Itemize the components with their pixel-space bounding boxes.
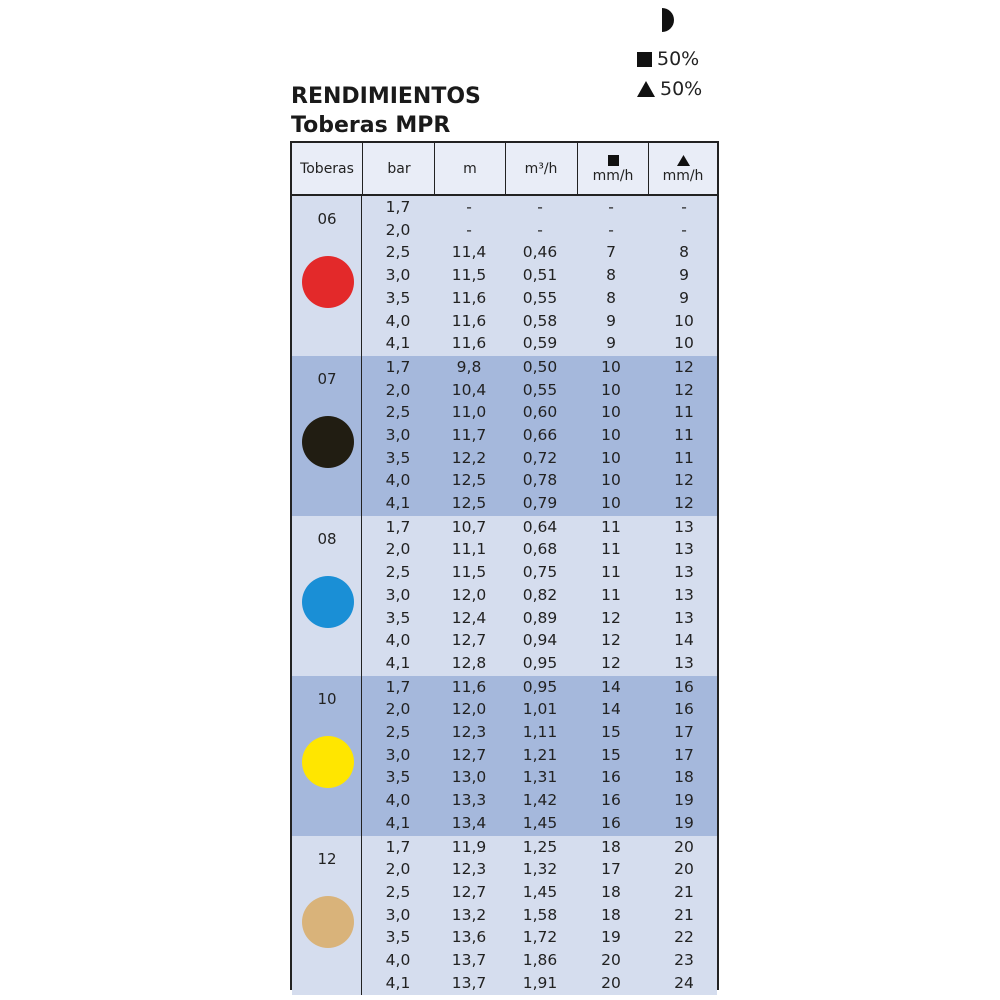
table-row bbox=[362, 812, 717, 835]
table-cell: 18 bbox=[601, 837, 621, 856]
header-m3h-label: m³/h bbox=[524, 160, 558, 177]
table-cell: 11,5 bbox=[451, 266, 487, 285]
legend-triangle-label: 50% bbox=[660, 78, 703, 100]
tobera-group bbox=[292, 676, 717, 836]
table-cell: 10 bbox=[601, 425, 621, 444]
table-cell: 3,5 bbox=[385, 928, 411, 947]
table-cell: 12,2 bbox=[451, 448, 487, 467]
table-cell: 10,7 bbox=[451, 517, 487, 536]
table-cell: 1,58 bbox=[522, 905, 558, 924]
tobera-number: 12 bbox=[317, 849, 337, 868]
table-cell: - bbox=[608, 220, 614, 239]
table-cell: 1,86 bbox=[522, 951, 558, 970]
header-m3h bbox=[505, 143, 577, 194]
table-cell: 3,0 bbox=[385, 745, 411, 764]
table-cell: 15 bbox=[601, 723, 621, 742]
table-cell: 19 bbox=[601, 928, 621, 947]
table-row bbox=[362, 561, 717, 584]
table-cell: 0,95 bbox=[522, 677, 558, 696]
table-row bbox=[362, 196, 717, 219]
table-cell: 11,9 bbox=[451, 837, 487, 856]
header-divider bbox=[505, 143, 506, 194]
table-cell: 0,64 bbox=[522, 517, 558, 536]
table-cell: 2,5 bbox=[385, 243, 411, 262]
header-divider bbox=[362, 143, 363, 194]
table-row bbox=[362, 972, 717, 995]
table-row bbox=[362, 264, 717, 287]
table-cell: 4,0 bbox=[385, 951, 411, 970]
table-row bbox=[362, 881, 717, 904]
nozzle-color-dot bbox=[302, 416, 354, 468]
table-cell: 1,25 bbox=[522, 837, 558, 856]
table-row bbox=[362, 789, 717, 812]
table-row bbox=[362, 401, 717, 424]
table-cell: 13,2 bbox=[451, 905, 487, 924]
table-cell: 14 bbox=[601, 700, 621, 719]
table-cell: 1,7 bbox=[385, 837, 411, 856]
table-cell: 8 bbox=[606, 266, 616, 285]
table-cell: 12 bbox=[674, 494, 694, 513]
tobera-cell bbox=[292, 516, 362, 676]
table-cell: 2,0 bbox=[385, 220, 411, 239]
table-cell: 9 bbox=[606, 311, 616, 330]
title-line-1: RENDIMIENTOS bbox=[291, 84, 481, 109]
table-cell: 16 bbox=[601, 791, 621, 810]
tobera-cell bbox=[292, 196, 362, 356]
header-triangle-unit: mm/h bbox=[662, 168, 704, 184]
table-cell: 11 bbox=[601, 585, 621, 604]
table-cell: 12 bbox=[601, 631, 621, 650]
page-title bbox=[291, 82, 481, 140]
table-cell: 9,8 bbox=[456, 357, 482, 376]
table-cell: 11,5 bbox=[451, 563, 487, 582]
tobera-group bbox=[292, 836, 717, 996]
table-cell: 2,5 bbox=[385, 723, 411, 742]
table-cell: 1,7 bbox=[385, 198, 411, 216]
tobera-cell bbox=[292, 836, 362, 996]
table-cell: 12,7 bbox=[451, 631, 487, 650]
table-cell: 18 bbox=[601, 882, 621, 901]
table-cell: 13,6 bbox=[451, 928, 487, 947]
table-cell: 13 bbox=[674, 653, 694, 672]
table-row bbox=[362, 469, 717, 492]
table-cell: 12,0 bbox=[451, 585, 487, 604]
table-cell: 4,1 bbox=[385, 973, 411, 992]
table-row bbox=[362, 676, 717, 699]
table-cell: 4,1 bbox=[385, 653, 411, 672]
table-cell: 10 bbox=[601, 471, 621, 490]
table-cell: 12 bbox=[674, 380, 694, 399]
header-bar-label: bar bbox=[387, 160, 411, 177]
table-cell: 2,0 bbox=[385, 540, 411, 559]
table-cell: 18 bbox=[674, 768, 694, 787]
table-cell: 1,7 bbox=[385, 517, 411, 536]
table-cell: 2,5 bbox=[385, 403, 411, 422]
table-row bbox=[362, 858, 717, 881]
table-row bbox=[362, 721, 717, 744]
table-cell: 15 bbox=[601, 745, 621, 764]
tobera-number: 10 bbox=[317, 689, 337, 708]
table-cell: 16 bbox=[601, 768, 621, 787]
table-cell: 4,0 bbox=[385, 311, 411, 330]
table-cell: 0,55 bbox=[522, 288, 558, 307]
table-cell: - bbox=[608, 198, 614, 216]
table-row bbox=[362, 629, 717, 652]
table-cell: 11,7 bbox=[451, 425, 487, 444]
table-row bbox=[362, 310, 717, 333]
table-cell: 11 bbox=[674, 425, 694, 444]
header-toberas-label: Toberas bbox=[300, 160, 354, 177]
table-row bbox=[362, 538, 717, 561]
legend-triangle-row bbox=[636, 76, 702, 102]
table-cell: 3,5 bbox=[385, 608, 411, 627]
table-cell: 20 bbox=[601, 973, 621, 992]
table-cell: 1,45 bbox=[522, 882, 558, 901]
table-cell: 1,21 bbox=[522, 745, 558, 764]
table-cell: 1,7 bbox=[385, 677, 411, 696]
table-cell: 0,59 bbox=[522, 334, 558, 353]
table-cell: 22 bbox=[674, 928, 694, 947]
table-cell: 18 bbox=[601, 905, 621, 924]
table-cell: 13,4 bbox=[451, 813, 487, 832]
header-square bbox=[578, 143, 648, 194]
table-cell: 13,7 bbox=[451, 951, 487, 970]
table-cell: 0,82 bbox=[522, 585, 558, 604]
table-cell: 12 bbox=[674, 357, 694, 376]
table-cell: 11,1 bbox=[451, 540, 487, 559]
table-cell: 20 bbox=[601, 951, 621, 970]
table-cell: 2,5 bbox=[385, 882, 411, 901]
table-row bbox=[362, 219, 717, 242]
table-cell: 13,3 bbox=[451, 791, 487, 810]
table-row bbox=[362, 287, 717, 310]
header-square-unit: mm/h bbox=[592, 168, 634, 184]
table-cell: 8 bbox=[606, 288, 616, 307]
triangle-icon bbox=[677, 153, 690, 167]
table-cell: 3,5 bbox=[385, 448, 411, 467]
table-row bbox=[362, 766, 717, 789]
table-cell: 23 bbox=[674, 951, 694, 970]
table-cell: 11 bbox=[674, 448, 694, 467]
table-row bbox=[362, 241, 717, 264]
table-cell: 0,89 bbox=[522, 608, 558, 627]
table-cell: 12 bbox=[601, 608, 621, 627]
table-cell: 1,72 bbox=[522, 928, 558, 947]
table-cell: 11,6 bbox=[451, 334, 487, 353]
table-cell: 11,4 bbox=[451, 243, 487, 262]
table-cell: 3,5 bbox=[385, 768, 411, 787]
table-cell: 19 bbox=[674, 791, 694, 810]
table-cell: 11,6 bbox=[451, 677, 487, 696]
table-cell: 10 bbox=[601, 380, 621, 399]
title-line-2: Toberas MPR bbox=[291, 113, 451, 138]
half-circle-icon bbox=[660, 6, 674, 34]
table-cell: 14 bbox=[601, 677, 621, 696]
table-row bbox=[362, 516, 717, 539]
table-cell: 9 bbox=[606, 334, 616, 353]
table-cell: 17 bbox=[601, 860, 621, 879]
nozzle-color-dot bbox=[302, 576, 354, 628]
table-cell: 21 bbox=[674, 905, 694, 924]
table-cell: 1,11 bbox=[522, 723, 558, 742]
table-row bbox=[362, 836, 717, 859]
table-cell: 12,5 bbox=[451, 494, 487, 513]
table-cell: 24 bbox=[674, 973, 694, 992]
table-cell: - bbox=[537, 220, 543, 239]
table-cell: 10 bbox=[601, 357, 621, 376]
tobera-number: 07 bbox=[317, 369, 337, 388]
table-cell: 11 bbox=[601, 540, 621, 559]
table-cell: 12,5 bbox=[451, 471, 487, 490]
table-row bbox=[362, 652, 717, 675]
table-cell: 11,6 bbox=[451, 311, 487, 330]
table-cell: 1,31 bbox=[522, 768, 558, 787]
table-cell: 19 bbox=[674, 813, 694, 832]
nozzle-color-dot bbox=[302, 256, 354, 308]
table-cell: 0,58 bbox=[522, 311, 558, 330]
table-row bbox=[362, 607, 717, 630]
table-cell: 0,50 bbox=[522, 357, 558, 376]
table-cell: 1,91 bbox=[522, 973, 558, 992]
table-cell: 12,7 bbox=[451, 745, 487, 764]
nozzle-color-dot bbox=[302, 896, 354, 948]
table-cell: 13,7 bbox=[451, 973, 487, 992]
table-cell: 3,0 bbox=[385, 585, 411, 604]
table-row bbox=[362, 949, 717, 972]
table-row bbox=[362, 332, 717, 355]
tobera-number: 08 bbox=[317, 529, 337, 548]
table-cell: 3,5 bbox=[385, 288, 411, 307]
header-toberas bbox=[292, 143, 362, 194]
header-bar bbox=[364, 143, 434, 194]
table-cell: 1,7 bbox=[385, 357, 411, 376]
table-cell: 0,46 bbox=[522, 243, 558, 262]
table-cell: 3,0 bbox=[385, 905, 411, 924]
header-divider bbox=[577, 143, 578, 194]
table-cell: 16 bbox=[674, 700, 694, 719]
table-cell: 2,0 bbox=[385, 380, 411, 399]
table-cell: 2,0 bbox=[385, 860, 411, 879]
table-cell: 4,1 bbox=[385, 334, 411, 353]
tobera-group bbox=[292, 516, 717, 676]
square-icon bbox=[636, 51, 653, 68]
table-cell: - bbox=[681, 198, 687, 216]
table-cell: 13 bbox=[674, 608, 694, 627]
table-row bbox=[362, 744, 717, 767]
tobera-cell bbox=[292, 676, 362, 836]
table-cell: 0,51 bbox=[522, 266, 558, 285]
table-cell: 16 bbox=[674, 677, 694, 696]
table-cell: 4,0 bbox=[385, 791, 411, 810]
table-row bbox=[362, 698, 717, 721]
legend-square-row bbox=[636, 46, 699, 72]
table-cell: 13 bbox=[674, 517, 694, 536]
table-cell: - bbox=[466, 198, 472, 216]
table-row bbox=[362, 379, 717, 402]
table-cell: 0,60 bbox=[522, 403, 558, 422]
table-cell: 11 bbox=[674, 403, 694, 422]
table-cell: 10,4 bbox=[451, 380, 487, 399]
table-cell: 9 bbox=[679, 266, 689, 285]
tobera-number: 06 bbox=[317, 210, 337, 228]
table-cell: 1,42 bbox=[522, 791, 558, 810]
table-cell: 4,0 bbox=[385, 471, 411, 490]
table-row bbox=[362, 424, 717, 447]
table-row bbox=[362, 492, 717, 515]
table-cell: 16 bbox=[601, 813, 621, 832]
table-cell: 10 bbox=[674, 334, 694, 353]
table-cell: 10 bbox=[601, 494, 621, 513]
table-row bbox=[362, 447, 717, 470]
triangle-icon bbox=[636, 80, 656, 98]
header-triangle bbox=[649, 143, 717, 194]
tobera-group bbox=[292, 356, 717, 516]
table-cell: 4,0 bbox=[385, 631, 411, 650]
table-cell: 12,3 bbox=[451, 723, 487, 742]
square-icon bbox=[608, 153, 619, 167]
table-cell: 12,4 bbox=[451, 608, 487, 627]
table-cell: - bbox=[681, 220, 687, 239]
table-cell: - bbox=[466, 220, 472, 239]
table-cell: 3,0 bbox=[385, 425, 411, 444]
header-divider bbox=[648, 143, 649, 194]
table-cell: 1,32 bbox=[522, 860, 558, 879]
table-cell: 11,6 bbox=[451, 288, 487, 307]
table-cell: 17 bbox=[674, 723, 694, 742]
table-cell: 20 bbox=[674, 837, 694, 856]
table-cell: 10 bbox=[674, 311, 694, 330]
table-cell: 13,0 bbox=[451, 768, 487, 787]
table-cell: 0,72 bbox=[522, 448, 558, 467]
table-cell: 11 bbox=[601, 517, 621, 536]
table-cell: 12,8 bbox=[451, 653, 487, 672]
table-row bbox=[362, 356, 717, 379]
table-row bbox=[362, 904, 717, 927]
table-cell: 13 bbox=[674, 563, 694, 582]
table-cell: 12,0 bbox=[451, 700, 487, 719]
table-cell: 17 bbox=[674, 745, 694, 764]
table-cell: 9 bbox=[679, 288, 689, 307]
performance-table bbox=[290, 141, 719, 990]
table-cell: 4,1 bbox=[385, 813, 411, 832]
table-cell: 2,0 bbox=[385, 700, 411, 719]
legend-square-label: 50% bbox=[657, 48, 700, 70]
table-cell: 0,75 bbox=[522, 563, 558, 582]
table-cell: 3,0 bbox=[385, 266, 411, 285]
table-cell: 0,68 bbox=[522, 540, 558, 559]
table-cell: 14 bbox=[674, 631, 694, 650]
table-cell: 10 bbox=[601, 403, 621, 422]
table-cell: 13 bbox=[674, 585, 694, 604]
header-m bbox=[435, 143, 505, 194]
table-cell: 0,78 bbox=[522, 471, 558, 490]
table-cell: 20 bbox=[674, 860, 694, 879]
table-cell: 11,0 bbox=[451, 403, 487, 422]
table-cell: 12 bbox=[601, 653, 621, 672]
table-cell: - bbox=[537, 198, 543, 216]
header-m-label: m bbox=[463, 160, 477, 177]
table-cell: 0,66 bbox=[522, 425, 558, 444]
header-divider bbox=[434, 143, 435, 194]
table-cell: 4,1 bbox=[385, 494, 411, 513]
table-cell: 0,95 bbox=[522, 653, 558, 672]
table-cell: 2,5 bbox=[385, 563, 411, 582]
table-cell: 13 bbox=[674, 540, 694, 559]
table-cell: 0,94 bbox=[522, 631, 558, 650]
tobera-cell bbox=[292, 356, 362, 516]
table-cell: 1,45 bbox=[522, 813, 558, 832]
table-row bbox=[362, 926, 717, 949]
table-cell: 12,7 bbox=[451, 882, 487, 901]
table-cell: 0,55 bbox=[522, 380, 558, 399]
table-cell: 12,3 bbox=[451, 860, 487, 879]
table-cell: 12 bbox=[674, 471, 694, 490]
nozzle-color-dot bbox=[302, 736, 354, 788]
table-cell: 10 bbox=[601, 448, 621, 467]
table-cell: 11 bbox=[601, 563, 621, 582]
table-cell: 8 bbox=[679, 243, 689, 262]
table-row bbox=[362, 584, 717, 607]
tobera-group bbox=[292, 196, 717, 356]
table-cell: 21 bbox=[674, 882, 694, 901]
table-cell: 0,79 bbox=[522, 494, 558, 513]
table-cell: 7 bbox=[606, 243, 616, 262]
table-cell: 1,01 bbox=[522, 700, 558, 719]
